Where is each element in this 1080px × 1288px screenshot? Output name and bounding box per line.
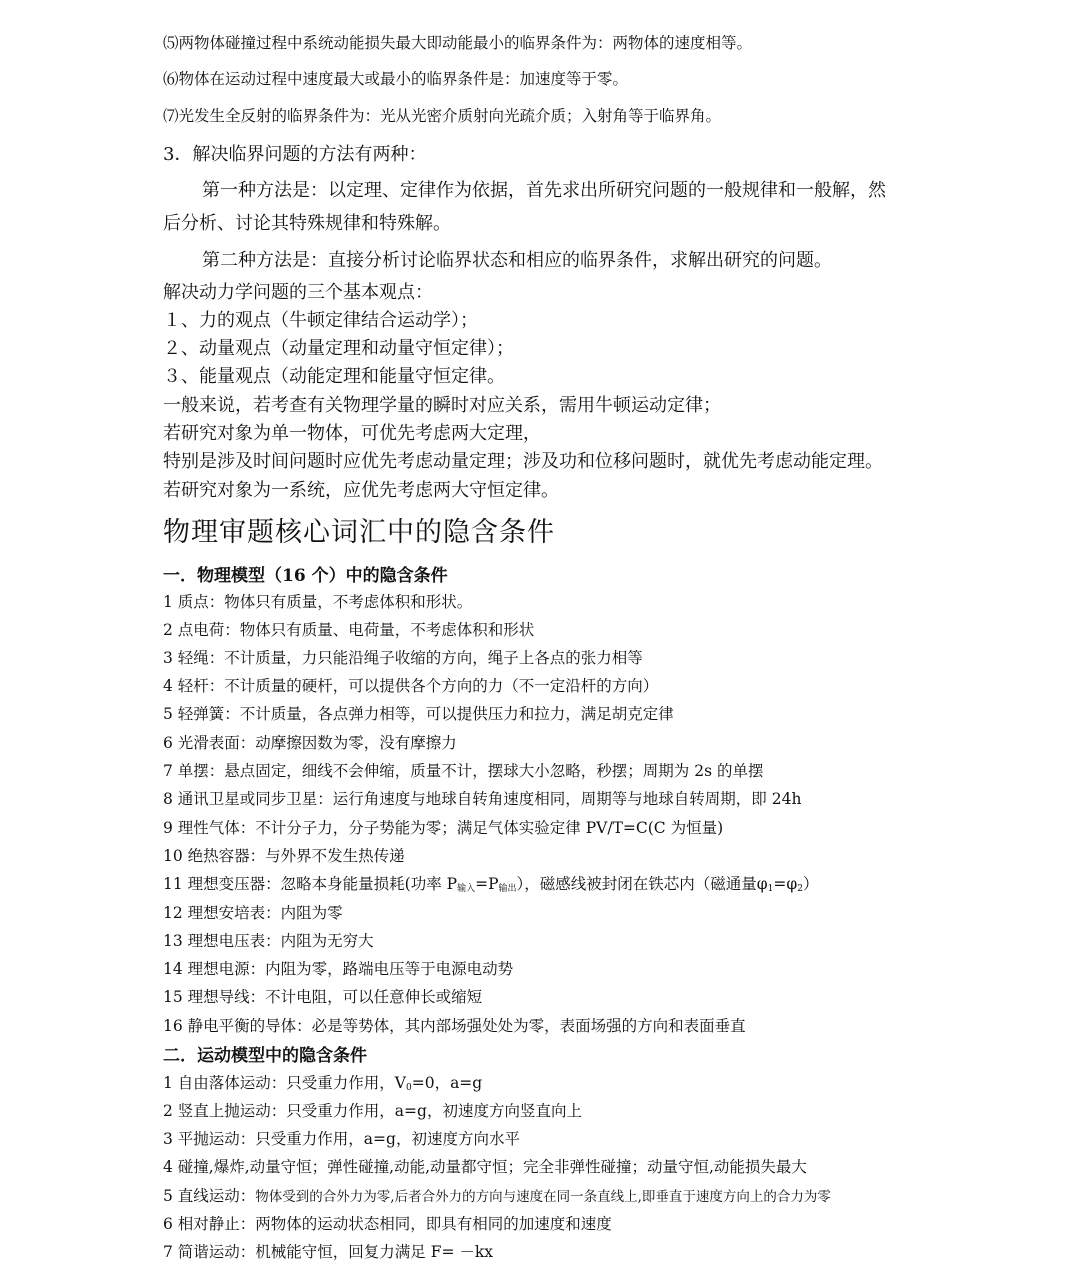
method-first-line1: 第一种方法是：以定理、定律作为依据，首先求出所研究问题的一般规律和一般解，然 — [202, 180, 886, 201]
model-item: 2 点电荷：物体只有质量、电荷量，不考虑体积和形状 — [163, 621, 535, 639]
viewpoint-note: 若研究对象为单一物体，可优先考虑两大定理， — [163, 423, 541, 444]
section1-heading: 一．物理模型（16 个）中的隐含条件 — [163, 566, 448, 586]
model-item: 7 单摆：悬点固定，细线不会伸缩，质量不计，摆球大小忽略，秒摆；周期为 2s 的单摆 — [163, 762, 764, 780]
model-item: 4 轻杆：不计质量的硬杆，可以提供各个方向的力（不一定沿杆的方向） — [163, 677, 659, 695]
model-item: 12 理想安培表：内阻为零 — [163, 904, 343, 922]
model-item: 9 理性气体：不计分子力，分子势能为零；满足气体实验定律 PV/T=C(C 为恒量) — [163, 819, 724, 837]
methods-heading: 3．解决临界问题的方法有两种： — [163, 144, 427, 165]
model-item: 6 光滑表面：动摩擦因数为零，没有摩擦力 — [163, 734, 457, 752]
method-second: 第二种方法是：直接分析讨论临界状态和相应的临界条件，求解出研究的问题。 — [202, 250, 832, 271]
model-item: 3 轻绳：不计质量，力只能沿绳子收缩的方向，绳子上各点的张力相等 — [163, 649, 643, 667]
section2-heading: 二．运动模型中的隐含条件 — [163, 1046, 367, 1066]
model-item: 16 静电平衡的导体：必是等势体，其内部场强处处为零，表面场强的方向和表面垂直 — [163, 1017, 746, 1035]
condition-5: ⑸两物体碰撞过程中系统动能损失最大即动能最小的临界条件为：两物体的速度相等。 — [163, 34, 753, 52]
viewpoint-item: １、力的观点（牛顿定律结合运动学）； — [163, 310, 478, 331]
model-item: 10 绝热容器：与外界不发生热传递 — [163, 847, 405, 865]
motion-item: 3 平抛运动：只受重力作用，a=g，初速度方向水平 — [163, 1130, 520, 1148]
motion-item-5: 5 直线运动：物体受到的合外力为零,后者合外力的方向与速度在同一条直线上,即垂直于速度方向上的合力为零 — [163, 1187, 831, 1205]
model-item: 14 理想电源：内阻为零，路端电压等于电源电动势 — [163, 960, 514, 978]
viewpoints-heading: 解决动力学问题的三个基本观点： — [163, 282, 433, 303]
main-title: 物理审题核心词汇中的隐含条件 — [163, 517, 555, 548]
model-item-11: 11 理想变压器：忽略本身能量损耗(功率 $P_{输入}=P_{输出}$），磁感线被封闭在铁芯内（磁通量$\varphi_1=\varphi_2$） — [163, 875, 819, 894]
condition-7: ⑺光发生全反射的临界条件为：光从光密介质射向光疏介质；入射角等于临界角。 — [163, 107, 722, 125]
viewpoint-item: ３、能量观点（动能定理和能量守恒定律。 — [163, 366, 505, 387]
model-item: 5 轻弹簧：不计质量，各点弹力相等，可以提供压力和拉力，满足胡克定律 — [163, 705, 674, 723]
motion-item-1: 1 自由落体运动：只受重力作用，$V_0=0$，a=g — [163, 1074, 483, 1093]
motion-item: 6 相对静止：两物体的运动状态相同，即具有相同的加速度和速度 — [163, 1215, 612, 1233]
method-first-line2: 后分析、讨论其特殊规律和特殊解。 — [163, 213, 451, 234]
model-item: 8 通讯卫星或同步卫星：运行角速度与地球自转角速度相同，周期等与地球自转周期，即 24h — [163, 790, 802, 808]
viewpoint-note: 一般来说，若考查有关物理学量的瞬时对应关系，需用牛顿运动定律； — [163, 395, 721, 416]
motion-item: 4 碰撞,爆炸,动量守恒；弹性碰撞,动能,动量都守恒；完全非弹性碰撞；动量守恒,动能损失最大 — [163, 1158, 807, 1176]
model-item: 1 质点：物体只有质量，不考虑体积和形状。 — [163, 593, 473, 611]
model-item: 13 理想电压表：内阻为无穷大 — [163, 932, 374, 950]
motion-item: 2 竖直上抛运动：只受重力作用，a=g，初速度方向竖直向上 — [163, 1102, 582, 1120]
condition-6: ⑹物体在运动过程中速度最大或最小的临界条件是：加速度等于零。 — [163, 70, 629, 88]
viewpoint-item: ２、动量观点（动量定理和动量守恒定律）； — [163, 338, 514, 359]
motion-item: 7 简谐运动：机械能守恒，回复力满足 F= －kx — [163, 1243, 494, 1261]
model-item: 15 理想导线：不计电阻，可以任意伸长或缩短 — [163, 988, 483, 1006]
viewpoint-note: 若研究对象为一系统，应优先考虑两大守恒定律。 — [163, 480, 559, 501]
viewpoint-note: 特别是涉及时间问题时应优先考虑动量定理；涉及功和位移问题时，就优先考虑动能定理。 — [163, 451, 883, 472]
